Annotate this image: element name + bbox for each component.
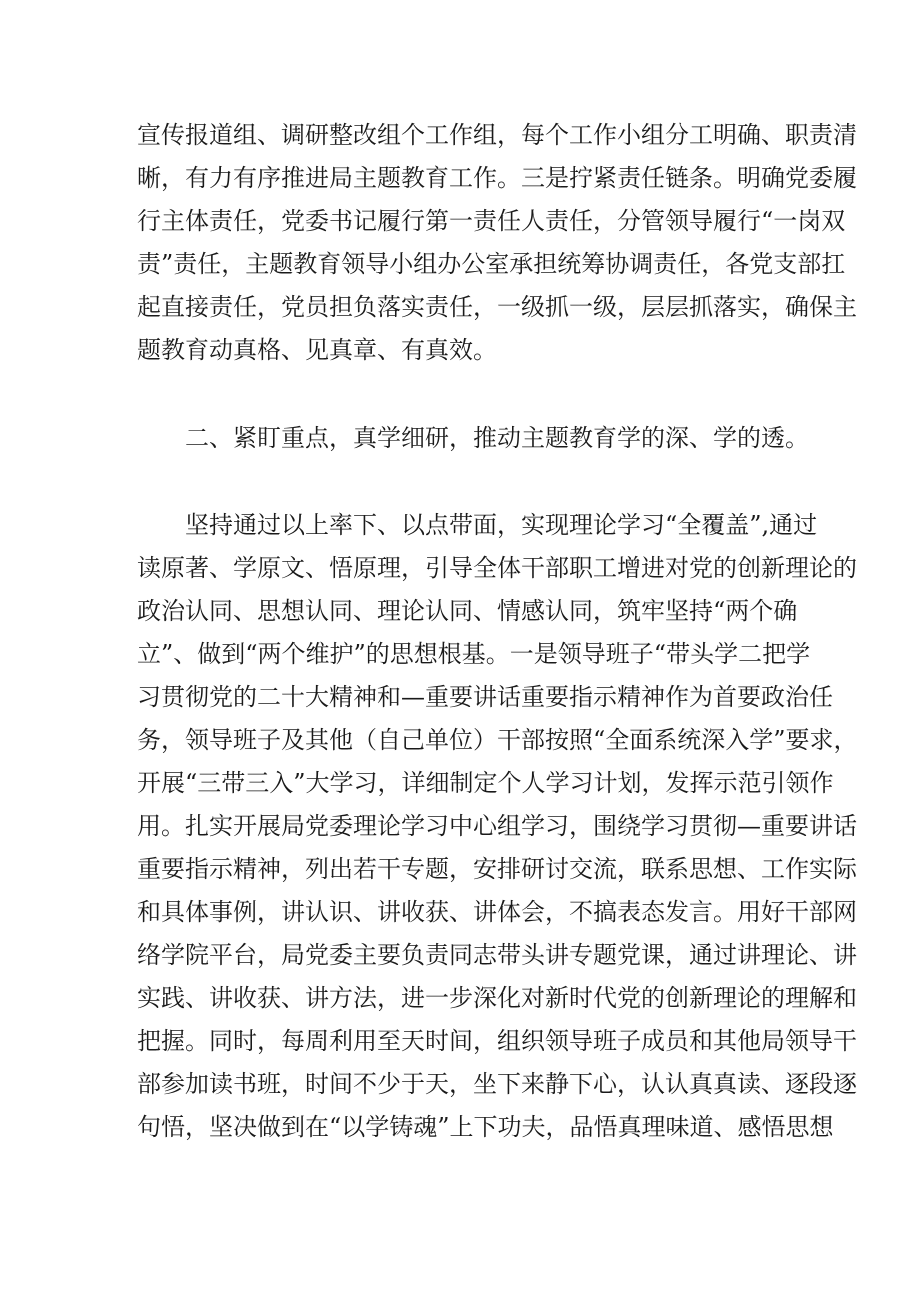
- paragraph-line: 晰，有力有序推进局主题教育工作。三是拧紧责任链条。明确党委履: [137, 164, 857, 192]
- paragraph-line: 部参加读书班，时间不少于天，坐下来静下心，认认真真读、逐段逐: [137, 1070, 857, 1098]
- paragraph-line: 立”、做到“两个维护”的思想根基。一是领导班子“带头学二把学: [137, 640, 811, 668]
- section-heading: 二、紧盯重点，真学细研，推动主题教育学的深、学的透。: [185, 424, 809, 452]
- paragraph-line: 句悟，坚决做到在“以学铸魂”上下功夫，品悟真理味道、感悟思想: [137, 1113, 834, 1141]
- paragraph-line: 行主体责任，党委书记履行第一责任人责任，分管领导履行“一岗双: [137, 207, 846, 235]
- paragraph-line: 起直接责任，党员担负落实责任，一级抓一级，层层抓落实，确保主: [137, 293, 857, 321]
- paragraph-line: 坚持通过以上率下、以点带面，实现理论学习“全覆盖”,通过: [185, 511, 818, 539]
- paragraph-line: 习贯彻党的二十大精神和—重要讲话重要指示精神作为首要政治任: [137, 683, 833, 711]
- paragraph-line: 实践、讲收获、讲方法，进一步深化对新时代党的创新理论的理解和: [137, 984, 857, 1012]
- paragraph-line: 和具体事例，讲认识、讲收获、讲体会，不搞表态发言。用好干部网: [137, 898, 857, 926]
- paragraph-line: 宣传报道组、调研整改组个工作组，每个工作小组分工明确、职责清: [137, 121, 857, 149]
- paragraph-line: 题教育动真格、见真章、有真效。: [137, 336, 497, 364]
- paragraph-line: 政治认同、思想认同、理论认同、情感认同，筑牢坚持“两个确: [137, 597, 798, 625]
- paragraph-line: 络学院平台，局党委主要负责同志带头讲专题党课，通过讲理论、讲: [137, 941, 857, 969]
- paragraph-line: 读原著、学原文、悟原理，引导全体干部职工增进对党的创新理论的: [137, 554, 857, 582]
- paragraph-line: 务，领导班子及其他（自己单位）干部按照“全面系统深入学”要求，: [137, 726, 858, 754]
- paragraph-line: 重要指示精神，列出若干专题，安排研讨交流，联系思想、工作实际: [137, 855, 857, 883]
- paragraph-line: 开展“三带三入”大学习，详细制定个人学习计划，发挥示范引领作: [137, 769, 834, 797]
- paragraph-line: 用。扎实开展局党委理论学习中心组学习，围绕学习贯彻—重要讲话: [137, 812, 857, 840]
- paragraph-line: 把握。同时，每周利用至天时间，组织领导班子成员和其他局领导干: [137, 1027, 857, 1055]
- paragraph-line: 责”责任，主题教育领导小组办公室承担统筹协调责任，各党支部扛: [137, 250, 846, 278]
